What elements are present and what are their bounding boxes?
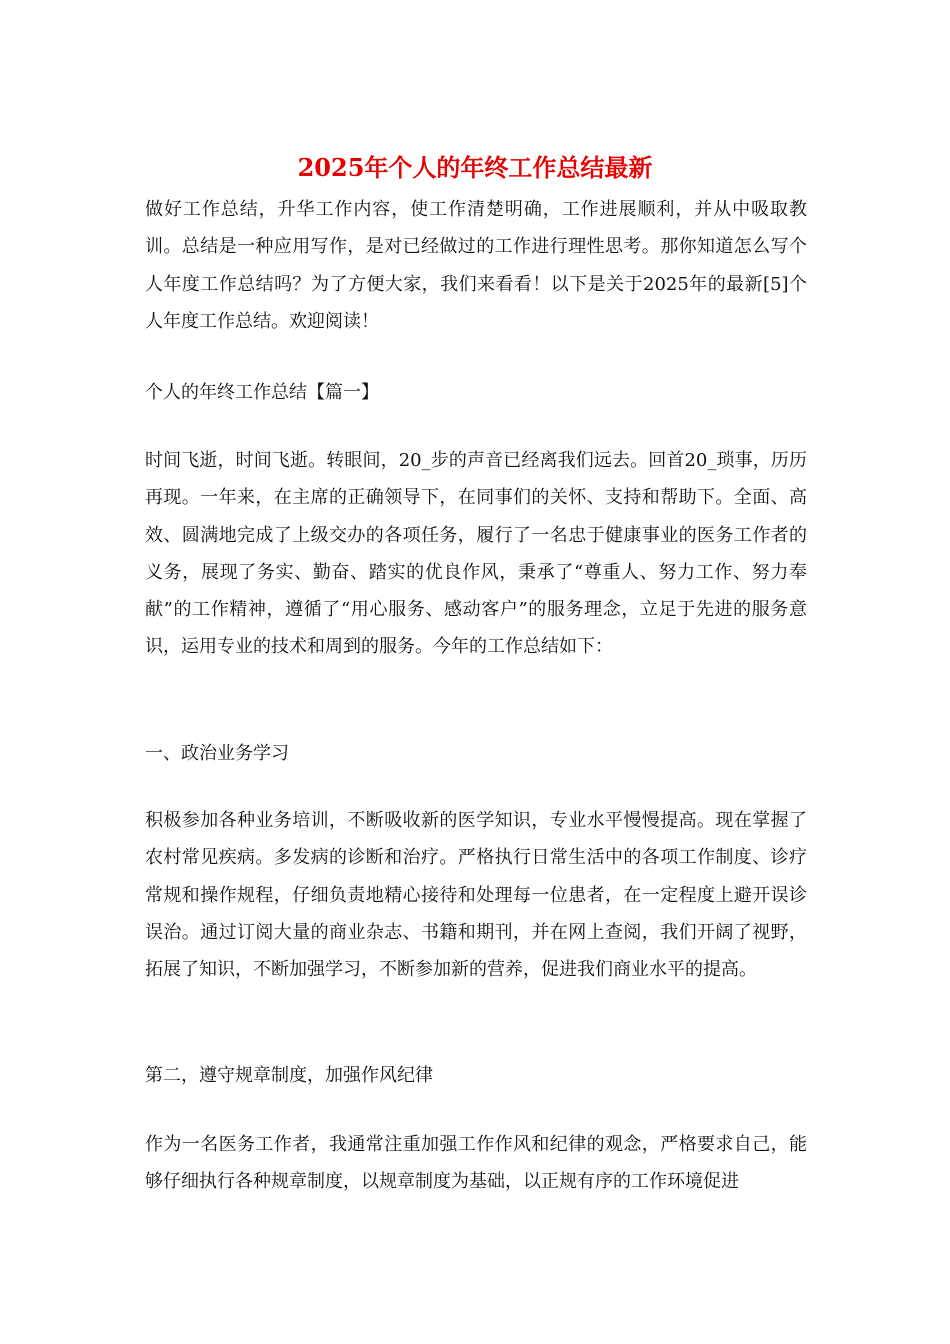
rules-paragraph: 作为一名医务工作者，我通常注重加强工作作风和纪律的观念，严格要求自己，能够仔细执行各种规章制度，以规章制度为基础，以正规有序的工作环境促进	[145, 1134, 807, 1193]
document-title: 2025年个人的年终工作总结最新	[297, 153, 653, 182]
opening-paragraph: 时间飞逝，时间飞逝。转眼间，20_步的声音已经离我们远去。回首20_琐事，历历再现。一年来，在主席的正确领导下，在同事们的关怀、支持和帮助下。全面、高效、圆满地完成了上级交办的各项任务，履行了一名忠于健康事业的医务工作者的义务，展现了务实、勤奋、踏实的优良作风，秉承了“尊重人、努力工作、努力奉献”的工作精神，遵循了“用心服务、感动客户”的服务理念，立足于先进的服务意识，运用专业的技术和周到的服务。今年的工作总结如下：	[145, 450, 807, 658]
heading-rules-discipline: 第二，遵守规章制度，加强作风纪律	[145, 1065, 433, 1086]
heading-political-study: 一、政治业务学习	[145, 743, 289, 764]
intro-paragraph: 做好工作总结，升华工作内容，使工作清楚明确，工作进展顺利，并从中吸取教训。总结是一种应用写作，是对已经做过的工作进行理性思考。那你知道怎么写个人年度工作总结吗？为了方便大家，我们来看看！以下是关于2025年的最新[5]个人年度工作总结。欢迎阅读！	[145, 199, 807, 332]
study-paragraph: 积极参加各种业务培训，不断吸收新的医学知识，专业水平慢慢提高。现在掌握了农村常见疾病。多发病的诊断和治疗。严格执行日常生活中的各项工作制度、诊疗常规和操作规程，仔细负责地精心接待和处理每一位患者，在一定程度上避开误诊误治。通过订阅大量的商业杂志、书籍和期刊，并在网上查阅，我们开阔了视野，拓展了知识，不断加强学习，不断参加新的营养，促进我们商业水平的提高。	[145, 810, 807, 981]
section-heading: 个人的年终工作总结【篇一】	[145, 382, 379, 403]
